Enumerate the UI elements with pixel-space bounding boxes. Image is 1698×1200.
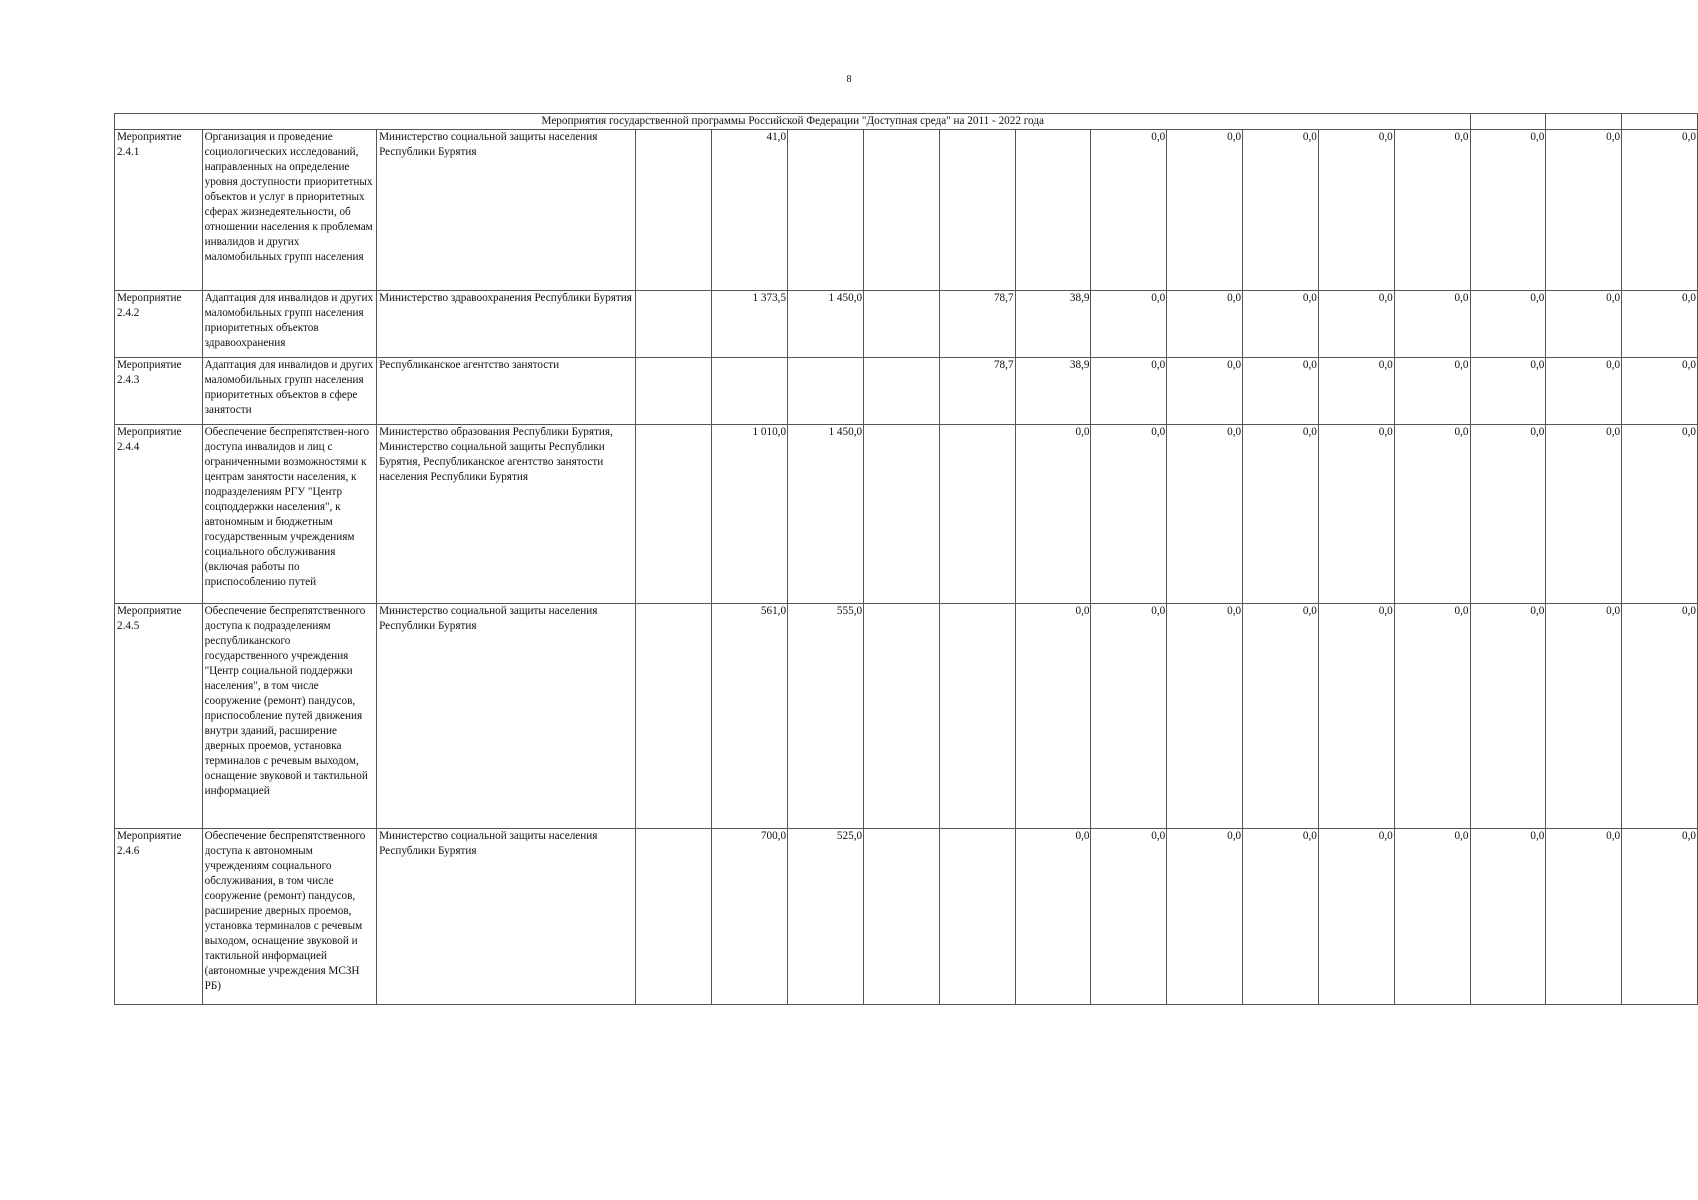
measure-code-cell (115, 604, 203, 829)
executor-cell-text: Республиканское агентство занятости (379, 359, 560, 371)
value-cell: 0,0 (1394, 291, 1470, 358)
value-cell: 0,0 (1622, 425, 1698, 604)
measure-name-cell (202, 425, 376, 604)
executor-cell (377, 604, 636, 829)
measure-code-cell-text: Мероприятие 2.4.5 (117, 605, 182, 632)
value-cell: 0,0 (1015, 604, 1091, 829)
table-row (115, 130, 1698, 291)
value-cell (864, 130, 940, 291)
measure-name-cell-text: Адаптация для инвалидов и других маломобильных групп населения приоритетных объектов в сфере занятости (204, 359, 374, 416)
value-cell: 0,0 (1167, 829, 1243, 1005)
value-cell: 0,0 (1243, 130, 1319, 291)
value-cell (636, 425, 712, 604)
measure-code-cell (115, 291, 203, 358)
measure-code-cell (115, 358, 203, 425)
value-cell: 38,9 (1015, 291, 1091, 358)
value-cell: 0,0 (1167, 130, 1243, 291)
value-cell (788, 358, 864, 425)
table-row (115, 829, 1698, 1005)
executor-cell (377, 358, 636, 425)
measure-code-cell-text: Мероприятие 2.4.4 (117, 426, 182, 453)
value-cell: 0,0 (1091, 829, 1167, 1005)
value-cell: 0,0 (1091, 358, 1167, 425)
value-cell (939, 604, 1015, 829)
value-cell: 0,0 (1091, 130, 1167, 291)
value-cell: 0,0 (1470, 604, 1546, 829)
executor-cell (377, 425, 636, 604)
value-cell: 78,7 (939, 358, 1015, 425)
value-cell (1015, 130, 1091, 291)
executor-cell (377, 829, 636, 1005)
value-cell (636, 291, 712, 358)
value-cell (864, 291, 940, 358)
page-number: 8 (846, 74, 852, 85)
value-cell: 0,0 (1015, 425, 1091, 604)
measure-name-cell-text: Организация и проведение социологических исследований, направленных на определение уровня доступности приоритетных объектов и услуг в приоритетных сферах жизнедеятельности, об отношении населения к проблемам инвалидов и других маломобильных групп населения (204, 131, 373, 263)
value-cell: 0,0 (1470, 425, 1546, 604)
value-cell: 0,0 (1622, 829, 1698, 1005)
value-cell (712, 358, 788, 425)
table-row (115, 291, 1698, 358)
value-cell: 0,0 (1394, 358, 1470, 425)
measure-name-cell (202, 604, 376, 829)
table-row (115, 604, 1698, 829)
measure-name-cell-text: Обеспечение беспрепятственного доступа к автономным учреждениям социального обслуживания, в том числе сооружение (ремонт) пандусов, расширение дверных проемов, установка терминалов с речевым выходом, оснащение звуковой и тактильной информацией (автономные учреждения МСЗН РБ) (204, 830, 366, 992)
table-row (115, 358, 1698, 425)
value-cell (864, 604, 940, 829)
executor-cell (377, 130, 636, 291)
measure-name-cell (202, 829, 376, 1005)
executor-cell-text: Министерство социальной защиты населения Республики Бурятия (379, 131, 598, 158)
value-cell: 1 373,5 (712, 291, 788, 358)
value-cell: 0,0 (1470, 291, 1546, 358)
executor-cell-text: Министерство образования Республики Бурятия, Министерство социальной защиты Республики Бурятия, Республиканское агентство занятости населения Республики Бурятия (379, 426, 613, 483)
title-row-empty-cell (1546, 114, 1622, 130)
value-cell: 38,9 (1015, 358, 1091, 425)
value-cell: 700,0 (712, 829, 788, 1005)
executor-cell-text: Министерство социальной защиты населения Республики Бурятия (379, 605, 598, 632)
value-cell: 0,0 (1243, 358, 1319, 425)
executor-cell-text: Министерство здравоохранения Республики Бурятия (379, 292, 632, 304)
measure-code-cell (115, 829, 203, 1005)
value-cell: 0,0 (1167, 604, 1243, 829)
title-row-empty-cell (1470, 114, 1546, 130)
measure-name-cell (202, 291, 376, 358)
value-cell (788, 130, 864, 291)
value-cell: 0,0 (1091, 291, 1167, 358)
value-cell: 0,0 (1243, 604, 1319, 829)
value-cell: 0,0 (1394, 829, 1470, 1005)
measure-code-cell (115, 425, 203, 604)
table-row (115, 425, 1698, 604)
table-title: Мероприятия государственной программы Российской Федерации "Доступная среда" на 2011 - 2022 года (115, 114, 1471, 130)
value-cell: 561,0 (712, 604, 788, 829)
measure-code-cell (115, 130, 203, 291)
value-cell: 0,0 (1394, 425, 1470, 604)
value-cell: 0,0 (1091, 425, 1167, 604)
value-cell (939, 829, 1015, 1005)
value-cell: 0,0 (1318, 604, 1394, 829)
value-cell: 0,0 (1318, 425, 1394, 604)
value-cell: 525,0 (788, 829, 864, 1005)
value-cell: 0,0 (1394, 130, 1470, 291)
value-cell: 0,0 (1394, 604, 1470, 829)
value-cell (636, 829, 712, 1005)
value-cell: 0,0 (1243, 425, 1319, 604)
value-cell: 1 010,0 (712, 425, 788, 604)
value-cell: 0,0 (1546, 425, 1622, 604)
title-row-empty-cell (1622, 114, 1698, 130)
value-cell: 555,0 (788, 604, 864, 829)
value-cell: 0,0 (1546, 291, 1622, 358)
value-cell: 0,0 (1091, 604, 1167, 829)
measure-name-cell (202, 358, 376, 425)
value-cell (864, 829, 940, 1005)
value-cell (636, 358, 712, 425)
program-measures-table (114, 113, 1698, 1005)
value-cell: 0,0 (1470, 130, 1546, 291)
value-cell (939, 425, 1015, 604)
value-cell (864, 425, 940, 604)
measure-code-cell-text: Мероприятие 2.4.6 (117, 830, 182, 857)
executor-cell (377, 291, 636, 358)
value-cell: 0,0 (1622, 604, 1698, 829)
measure-name-cell-text: Адаптация для инвалидов и других маломобильных групп населения приоритетных объектов здравоохранения (204, 292, 374, 349)
value-cell: 0,0 (1167, 425, 1243, 604)
value-cell (864, 358, 940, 425)
executor-cell-text: Министерство социальной защиты населения Республики Бурятия (379, 830, 598, 857)
value-cell: 0,0 (1546, 358, 1622, 425)
value-cell: 1 450,0 (788, 425, 864, 604)
value-cell: 0,0 (1318, 130, 1394, 291)
measure-code-cell-text: Мероприятие 2.4.3 (117, 359, 182, 386)
value-cell (636, 604, 712, 829)
value-cell: 0,0 (1167, 291, 1243, 358)
value-cell: 0,0 (1546, 829, 1622, 1005)
value-cell: 0,0 (1470, 358, 1546, 425)
measure-name-cell-text: Обеспечение беспрепятствен-ного доступа инвалидов и лиц с ограниченными возможностями к центрам занятости населения, к подразделениям РГУ "Центр соцподдержки населения", к автономным и бюджетным государственным учреждениям социального обслуживания (включая работы по приспособлению путей (204, 426, 370, 588)
value-cell: 1 450,0 (788, 291, 864, 358)
value-cell: 0,0 (1470, 829, 1546, 1005)
value-cell: 0,0 (1167, 358, 1243, 425)
value-cell: 0,0 (1015, 829, 1091, 1005)
value-cell: 0,0 (1243, 291, 1319, 358)
table-title-row (115, 114, 1698, 130)
measure-name-cell (202, 130, 376, 291)
measure-code-cell-text: Мероприятие 2.4.2 (117, 292, 182, 319)
value-cell: 0,0 (1318, 291, 1394, 358)
value-cell: 0,0 (1622, 130, 1698, 291)
value-cell: 0,0 (1318, 358, 1394, 425)
value-cell: 78,7 (939, 291, 1015, 358)
value-cell: 0,0 (1622, 291, 1698, 358)
value-cell: 0,0 (1243, 829, 1319, 1005)
value-cell (636, 130, 712, 291)
measure-name-cell-text: Обеспечение беспрепятственного доступа к подразделениям республиканского государственного учреждения "Центр социальной поддержки населения", в том числе сооружение (ремонт) пандусов, приспособление путей движения внутри зданий, расширение дверных проемов, установка терминалов с речевым выходом, оснащение звуковой и тактильной информацией (204, 605, 368, 797)
value-cell (939, 130, 1015, 291)
value-cell: 0,0 (1546, 130, 1622, 291)
measure-code-cell-text: Мероприятие 2.4.1 (117, 131, 182, 158)
value-cell: 0,0 (1622, 358, 1698, 425)
value-cell: 0,0 (1546, 604, 1622, 829)
value-cell: 41,0 (712, 130, 788, 291)
value-cell: 0,0 (1318, 829, 1394, 1005)
